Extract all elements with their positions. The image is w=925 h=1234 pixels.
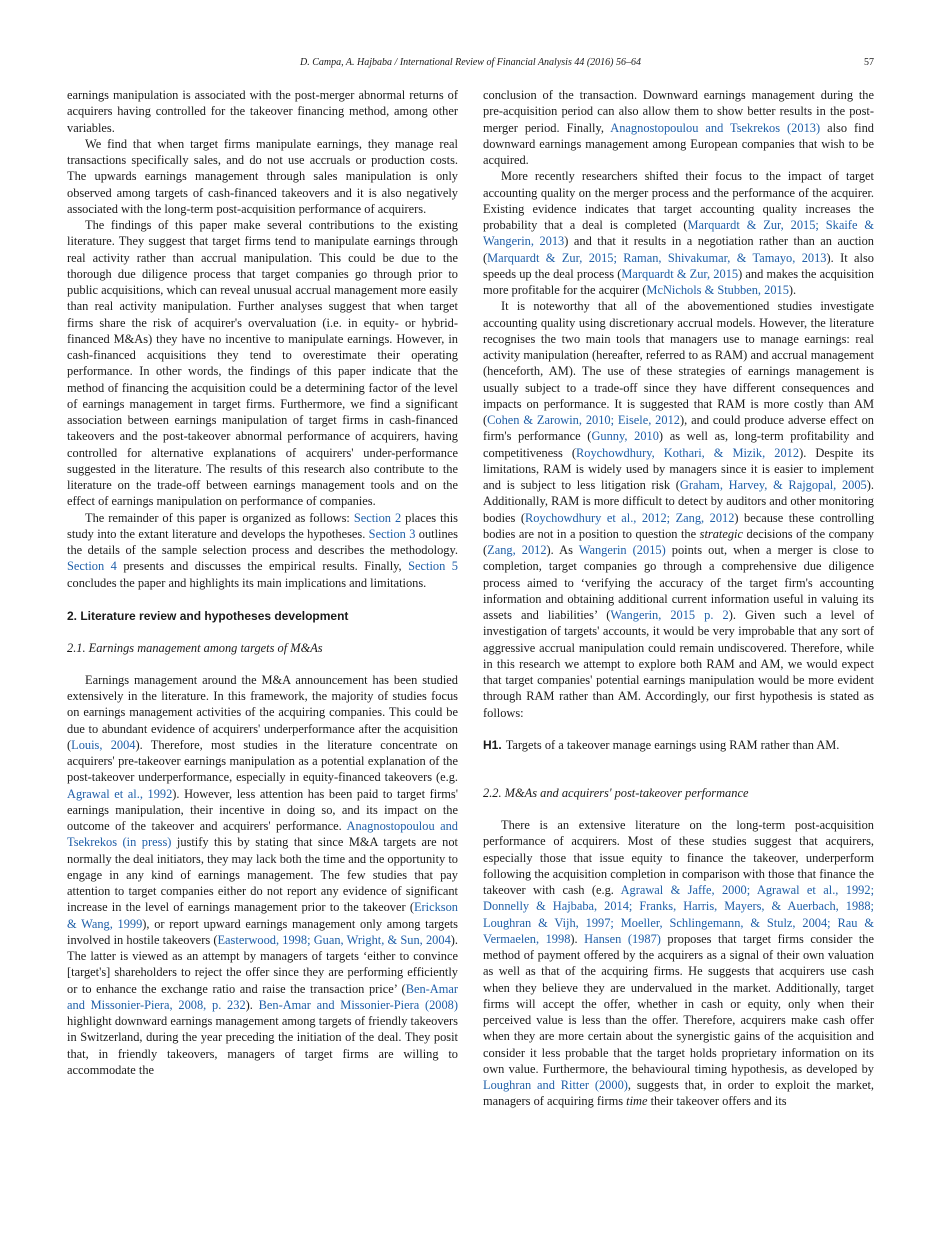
text: More recently researchers shifted their focus to the impact of target accounting quality on the merger process and the performance of the acquirer. Existing evidence indicates that target accounting quality increases the probability that a deal is completed ( [483, 169, 874, 232]
section-link[interactable]: Section 2 [353, 510, 402, 525]
citation-link[interactable]: Marquardt & Zur, 2015; Skaife & Wangerin, 2013 [483, 218, 874, 249]
citation-link[interactable]: Easterwood, 1998; Guan, Wright, & Sun, 2004 [217, 932, 451, 947]
text: ). Therefore, most studies in the literature concentrate on acquirers' pre-takeover earnings manipulation as a potential explanation of the post-takeover underperformance, especially in equity-financed takeovers (e.g. [67, 737, 459, 785]
citation-link[interactable]: Anagnostopoulou and Tsekrekos (2013) [610, 120, 821, 135]
text: ). However, less attention has been paid to target firms' earnings manipulation, their incentive in doing so, and its impact on the outcome of the takeover and acquirers' performance. [67, 786, 458, 833]
citation-link[interactable]: Cohen & Zarowin, 2010; Eisele, 2012 [487, 413, 680, 427]
section-link[interactable]: Section 5 [408, 559, 458, 574]
text: ). [788, 283, 797, 297]
text: ). Given such a level of investigation of targets' accounts, it would be very improbable that any sort of aggressive accrual manipulation could remain undiscovered. Therefore, while in this research we attempt to explore both RAM and AM, we would expect that target companies' potential earnings manipulation would be more evident through RAM rather than AM. Accordingly, our first hypothesis is stated as follows: [483, 608, 874, 720]
paragraph [67, 672, 458, 1078]
text: ) and that it results in a negotiation rather than an auction ( [483, 234, 874, 265]
text: Earnings management around the M&A announcement has been studied extensively in the literature. In this framework, the majority of studies focus on earnings management activities of the acquiring companies. This could be due to abundant evidence of acquirers' underperformance after the acquisition ( [67, 672, 458, 752]
page-header [67, 57, 874, 73]
running-title: D. Campa, A. Hajbaba / International Review of Financial Analysis 44 (2016) 56–64 [300, 57, 641, 68]
text: also find downward earnings management among European companies that wish to be acquired. [483, 120, 874, 167]
right-column [483, 87, 874, 1110]
citation-link[interactable]: McNichols & Stubben, 2015 [646, 283, 789, 297]
section-link[interactable]: Section 3 [368, 526, 416, 541]
text: ). The latter is viewed as an attempt by managers of targets ‘either to convince [target's] shareholders to reject the offer since they are performing efficiently or to enhance the exchange ratio and raise the transaction price’ ( [67, 932, 459, 996]
citation-link[interactable]: Graham, Harvey, & Rajgopal, 2005 [679, 478, 867, 492]
text: , suggests that, in order to exploit the market, managers of acquiring firms [483, 1078, 874, 1109]
citation-link[interactable]: Loughran and Ritter (2000) [483, 1078, 628, 1092]
section-link[interactable]: Section 4 [67, 559, 117, 574]
text: places this study into the extant literature and develops the hypotheses. [67, 510, 458, 541]
text: ). Additionally, RAM is more difficult to detect by auditors and other monitoring bodies ( [483, 478, 874, 525]
citation-link[interactable]: Agrawal & Jaffe, 2000; Agrawal et al., 1992; Donnelly & Hajbaba, 2014; Franks, Harris, Mayers, & Auerbach, 1988; Loughran & Vijh, 1997; Moeller, Schlingemann, & Stulz, 2004; Rau & Vermaelen, 1998 [483, 883, 875, 946]
text: ). [245, 997, 259, 1012]
citation-link[interactable]: Erickson & Wang, 1999 [67, 900, 458, 931]
emphasis: strategic [699, 526, 743, 541]
citation-link[interactable]: Wangerin (2015) [578, 543, 666, 557]
text: their takeover offers and its [647, 1094, 787, 1109]
citation-link[interactable]: Ben-Amar and Missonier-Piera (2008) [258, 997, 458, 1012]
text: ). As [546, 543, 579, 557]
citation-link[interactable]: Gunny, 2010 [591, 429, 659, 444]
text: justify this by stating that since M&A targets are not normally the deal initiators, they may lack both the time and the opportunity to engage in any kind of earnings management. The few studies that pay attention to target companies either do not report any evidence of significant increase in the level of earnings management prior to the takeover ( [67, 835, 458, 915]
text: ). Despite its limitations, RAM is widely used by managers since it is easier to implement and is subject to less litigation risk ( [483, 445, 874, 492]
text: proposes that target firms consider the method of payment offered by the acquirers as a signal of their own valuation as well as that of the acquiring firms. He suggests that acquirers use cash when they believe they are undervalued in the market. Additionally, target firms will accept the offer, whether in cash or equity, only when their perceived value is less than the offer. Therefore, acquirers make cash offer when they are more certain about the synergistic gains of the acquisition and consider it less probable that the target holds proprietary information on its own value. Furthermore, the behavioural timing hypothesis, as developed by [483, 931, 874, 1076]
subsection-heading: 2.2. M&As and acquirers' post-takeover performance [483, 786, 749, 800]
citation-link[interactable]: Marquardt & Zur, 2015 [621, 266, 739, 281]
emphasis: time [626, 1094, 648, 1109]
citation-link[interactable]: Wangerin, 2015 p. 2 [610, 608, 729, 622]
text: ), and could produce adverse effect on firm's performance ( [483, 413, 874, 444]
text: presents and discusses the empirical results. Finally, [116, 559, 409, 574]
paragraph: earnings manipulation is associated with the post-merger abnormal returns of acquirers having controlled for the takeover financing method, among other variables. [67, 88, 458, 135]
text: ) and makes the acquisition more profitable for the acquirer ( [483, 266, 874, 297]
paragraph: The findings of this paper make several contributions to the existing literature. They suggest that target firms tend to manipulate earnings through real activity rather than accrual manipulation. This could be due to the thorough due diligence process that target companies go through prior to public acquisitions, which can reveal unusual accrual management more easily than real activity manipulation. Further analyses suggest that when target firms share the risk of acquirer's overvaluation (i.e. in equity- or hybrid-financed M&As) they have no incentive to manipulate earnings. However, in cash-financed acquisitions they tend to overestimate their operating performance. In other words, the findings of this paper indicate that the method of financing the acquisition could be a determining factor of the level of earnings management in target firms. Furthermore, we find a significant association between earnings manipulation of target firms in cash-financed takeovers and the post-takeover abnormal performance of acquirers, having controlled for alternative explanations of acquirers' under-performance suggested in the literature. The results of this research also contribute to the literature on the trade-off between earnings management tools and on the effect of earnings manipulation on performance of companies. [67, 218, 458, 509]
paragraph [67, 510, 458, 591]
paragraph [483, 298, 874, 721]
text: It is noteworthy that all of the abovementioned studies investigate accounting quality using discretionary accrual models. However, the literature recognises the two main tools that managers use to manage earnings: real activity manipulation (hereafter, referred to as RAM) and accrual management (henceforth, AM). The use of these strategies of earnings management is usually subject to a trade-off since they have different consequences and impacts on performance. It is suggested that RAM is more costly than AM ( [483, 299, 874, 427]
subsection-heading: 2.1. Earnings management among targets of M&As [67, 640, 323, 655]
hypothesis-label: H1. [483, 737, 502, 752]
spacer [483, 769, 874, 785]
citation-link[interactable]: Anagnostopoulou and Tsekrekos (in press) [67, 819, 458, 850]
citation-link[interactable]: Zang, 2012 [487, 543, 547, 557]
text: ) because these controlling bodies are not in a position to question the [483, 510, 875, 541]
text: outlines the details of the sample selection process and describes the methodology. [67, 526, 458, 557]
text: highlight downward earnings management among targets of friendly takeovers in Switzerland, during the year preceding the initiation of the deal. They posit that, in friendly takeovers, managers of target firms are willing to accommodate the [67, 1014, 458, 1077]
left-column [67, 87, 458, 1078]
citation-link[interactable]: Agrawal et al., 1992 [67, 786, 173, 801]
paragraph [483, 87, 874, 168]
text: ). [570, 931, 585, 946]
text: decisions of the company ( [483, 526, 874, 557]
citation-link[interactable]: Ben-Amar and Missonier-Piera, 2008, p. 232 [67, 981, 458, 1012]
text: ). It also speeds up the deal process ( [483, 250, 874, 281]
page-number: 57 [864, 57, 874, 68]
citation-link[interactable]: Hansen (1987) [584, 931, 661, 946]
citation-link[interactable]: Roychowdhury et al., 2012; Zang, 2012 [524, 510, 735, 525]
text: There is an extensive literature on the long-term post-acquisition performance of acquirers. Most of these studies suggest that acquirers, especially those that issue equity to finance the takeover, underperform following the acquisition completion in comparison with those that finance the takeover with cash (e.g. [483, 818, 874, 897]
citation-link[interactable]: Roychowdhury, Kothari, & Mizik, 2012 [576, 445, 800, 460]
citation-link[interactable]: Marquardt & Zur, 2015; Raman, Shivakumar, & Tamayo, 2013 [487, 250, 827, 265]
hypothesis-h1 [483, 737, 874, 753]
text: ) as well as, long-term profitability and competitiveness ( [483, 429, 874, 460]
paragraph [483, 168, 874, 298]
paragraph [483, 817, 874, 1110]
text: points out, when a merger is close to completion, target companies go through a comprehensive due diligence process aimed to ‘verifying the accuracy of the target firm's accounting information and obtaining additional current information useful in valuing its assets and liabilities’ ( [483, 543, 874, 622]
citation-link[interactable]: Louis, 2004 [71, 737, 136, 752]
text: ), or report upward earnings management only among targets involved in hostile takeovers ( [67, 916, 458, 947]
hypothesis-text: Targets of a takeover manage earnings using RAM rather than AM. [505, 737, 840, 752]
section-heading: 2. Literature review and hypotheses development [67, 608, 349, 623]
text: The remainder of this paper is organized as follows: [85, 510, 354, 525]
paragraph: We find that when target firms manipulate earnings, they manage real transactions specifically sales, and do not use accruals or production costs. The upwards earnings management through sales manipulation is only observed among targets of cash-financed takeovers and it is also negatively associated with the long-term post-acquisition performance of acquirers. [67, 136, 458, 216]
text: concludes the paper and highlights its main implications and limitations. [67, 575, 427, 590]
text: conclusion of the transaction. Downward earnings management during the pre-acquisition period can also allow them to show better results in the post-merger period. Finally, [483, 88, 874, 135]
